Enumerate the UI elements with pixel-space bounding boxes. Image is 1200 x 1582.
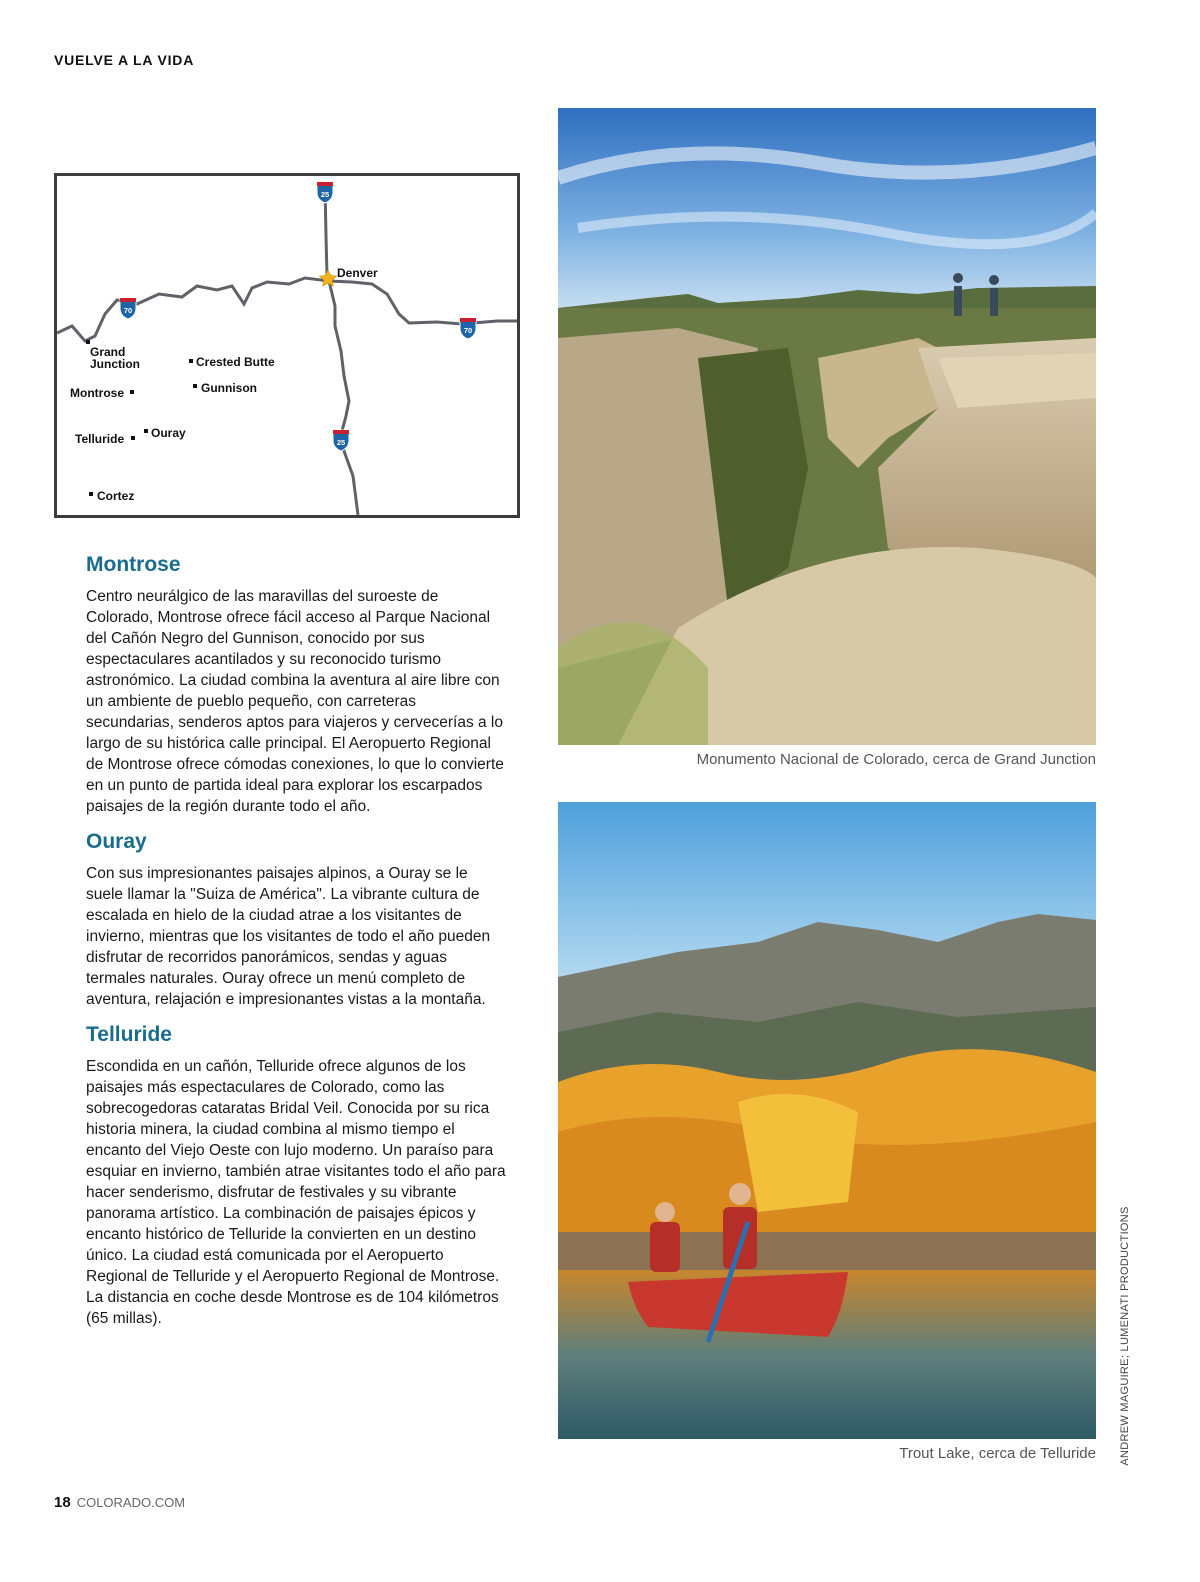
photo-credit [1112,1206,1138,1466]
section-body-montrose: Centro neurálgico de las maravillas del suroeste de Colorado, Montrose ofrece fácil acceso al Parque Nacional del Cañón Negro del Gunnison, conocido por sus espectaculares acantilados y su reconocido turismo astronómico. La ciudad combina la aventura al aire libre con un ambiente de pueblo pequeño, con carreteras secundarias, senderos aptos para viajeros y cervecerías a lo largo de su histórica calle principal. El Aeropuerto Regional de Montrose ofrece cómodas conexiones, lo que lo convierte en un punto de partida ideal para explorar los escarpados paisajes de la región durante todo el año. [86,588,504,815]
section-title-montrose: Montrose [86,553,181,576]
dot-ouray [144,429,148,433]
section-body-ouray: Con sus impresionantes paisajes alpinos, a Ouray se le suele llamar la "Suiza de América". La vibrante cultura de escalada en hielo de la ciudad atrae a los visitantes de invierno, mientras que los visitantes de todo el año pueden disfrutar de recorridos panorámicos, sendas y aguas termales naturales. Ouray ofrece un menú completo de aventura, relajación e impresionantes vistas a la montaña. [86,865,491,1008]
city-denver: Denver [337,266,378,280]
section-title-ouray: Ouray [86,830,147,853]
city-grand-junction-2: Junction [90,357,140,371]
dot-montrose [130,390,134,394]
footer-site: COLORADO.COM [76,1495,186,1510]
i70-left-number: 70 [123,306,133,315]
caption-top: Monumento Nacional de Colorado, cerca de Grand Junction [696,751,1096,768]
dot-gunnison [193,384,197,388]
city-cortez: Cortez [97,489,135,503]
city-gunnison: Gunnison [201,381,257,395]
city-telluride: Telluride [75,432,125,446]
article-text [86,552,506,1341]
dot-cortez [89,492,93,496]
dot-grand-junction [86,340,90,344]
i70-right-number: 70 [463,326,473,335]
i25-road [325,186,358,515]
i25-shield-top [317,182,333,203]
page-footer [54,1494,185,1511]
page-number: 18 [54,1494,71,1511]
running-head: VUELVE A LA VIDA [54,52,195,68]
section-body-telluride: Escondida en un cañón, Telluride ofrece algunos de los paisajes más espectaculares de Colorado, como las sobrecogedoras cataratas Bridal Veil. Conocida por su rica historia minera, la ciudad combina al mismo tiempo el encanto del Viejo Oeste con lujo moderno. Un paraíso para esquiar en invierno, también atrae visitantes todo el año para hacer senderismo, disfrutar de festivales y su vibrante panorama artístico. La combinación de paisajes épicos y encanto histórico de Telluride la convierten en un destino único. La ciudad está comunicada por el Aeropuerto Regional de Telluride y el Aeropuerto Regional de Montrose. La distancia en coche desde Montrose es de 104 kilómetros (65 millas). [86,1058,506,1327]
colorado-map [54,173,520,518]
i70-shield-left [120,298,136,319]
city-montrose: Montrose [70,386,124,400]
i25-shield-bottom [333,430,349,451]
i25-top-number: 25 [320,190,330,199]
i70-shield-right [460,318,476,339]
section-title-telluride: Telluride [86,1023,172,1046]
photo-colorado-national-monument [558,108,1096,745]
city-crested-butte: Crested Butte [196,355,275,369]
photo-trout-lake [558,802,1096,1439]
city-ouray: Ouray [151,426,186,440]
denver-star-icon [320,270,337,286]
city-grand-junction-1: Grand [90,345,126,359]
photo-credit-text: ANDREW MAGUIRE; LUMENATI PRODUCTIONS [1119,1206,1131,1466]
dot-telluride [131,436,135,440]
dot-crested-butte [189,359,193,363]
caption-bottom: Trout Lake, cerca de Telluride [899,1445,1096,1462]
i25-bottom-number: 25 [336,438,346,447]
